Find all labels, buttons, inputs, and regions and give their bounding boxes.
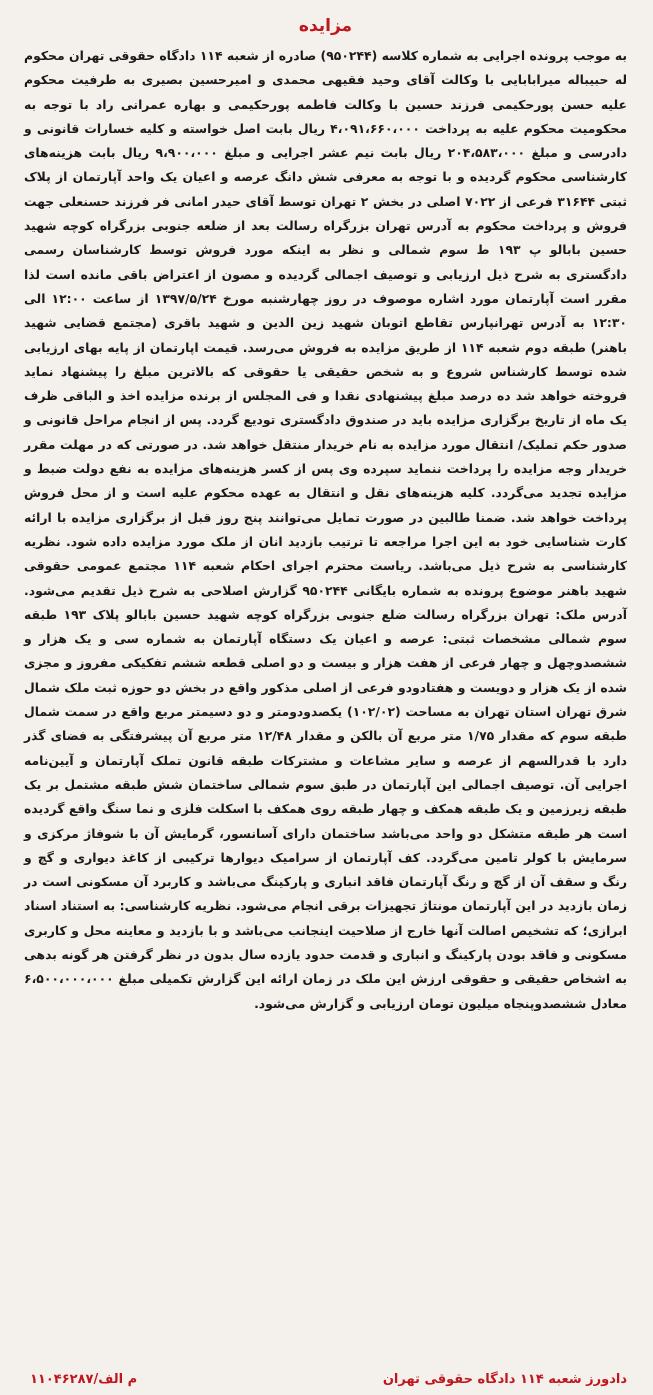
- notice-footer: [30, 1372, 627, 1387]
- issuer-signature: دادورز شعبه ۱۱۴ دادگاه حقوقی تهران: [382, 1372, 627, 1387]
- reference-number: م الف/۱۱۰۴۶۲۸۷: [30, 1372, 138, 1387]
- notice-body: به موجب پرونده اجرایی به شماره کلاسه (۹۵۰۲۴۴) صادره از شعبه ۱۱۴ دادگاه حقوقی تهران محکوم له حبیباله میرابابایی با وکالت آقای وحید فقیهی محمدی و امیرحسین بصیری به طرفیت محکوم علیه حسن پورحکیمی فرزند حسین با وکالت فاطمه پورحکیمی و بهاره عمرانی راد با توجه به محکومیت محکوم علیه به پرداخت ۴،۰۹۱،۶۶۰،۰۰۰ ریال بابت اصل خواسته و کلیه خسارات قانونی و دادرسی و مبلغ ۲۰۴،۵۸۳،۰۰۰ ریال بابت نیم عشر اجرایی و مبلغ ۹،۹۰۰،۰۰۰ ریال بابت هزینه‌های کارشناسی محکوم گردیده و با توجه به معرفی شش دانگ عرصه و اعیان یک واحد آپارتمان از پلاک ثبتی ۳۱۶۴۴ فرعی از ۷۰۲۲ اصلی در بخش ۲ تهران توسط آقای حیدر امانی فر فرزند حسنعلی جهت فروش و پرداخت محکوم به آدرس تهران بزرگراه رسالت بعد از ضلعه جنوبی بزرگراه کوچه شهید حسین بابالو پ ۱۹۳ ط سوم شمالی و نظر به اینکه مورد فروش توسط کارشناسان رسمی دادگستری به شرح ذیل ارزیابی و توصیف اجمالی گردیده و مصون از اعتراض باقی مانده است لذا مقرر است آپارتمان مورد اشاره موصوف در روز چهارشنبه مورخ ۱۳۹۷/۵/۲۴ از ساعت ۱۲:۰۰ الی ۱۲:۳۰ به آدرس تهرانپارس تقاطع اتوبان شهید زین الدین و شهید باقری (مجتمع قضایی شهید باهنر) طبقه دوم شعبه ۱۱۴ از طریق مزایده به فروش می‌رسد. قیمت اپارتمان از پایه بهای ارزیابی شده توسط کارشناس شروع و به شخص حقیقی یا حقوقی که بالاترین مبلغ را پیشنهاد نماید فروخته خواهد شد ده درصد مبلغ پیشنهادی نقدا و فی المجلس از برنده مزایده اخذ و الباقی ظرف یک ماه از تاریخ برگزاری مزایده باید در صندوق دادگستری تودیع گردد. پس از انجام مراحل قانونی و صدور حکم تملیک/ انتقال مورد مزایده به نام خریدار منتقل خواهد شد. در صورتی که در مهلت مقرر خریدار وجه مزایده را پرداخت ننماید سپرده وی پس از کسر هزینه‌های مزایده به نفع دولت ضبط و مزایده تجدید می‌گردد. کلیه هزینه‌های نقل و انتقال به عهده محکوم علیه است و از محل فروش پرداخت خواهد شد. ضمنا طالبین در صورت تمایل می‌توانند پنج روز قبل از برگزاری مزایده با ارائه کارت شناسایی خود به این اجرا مراجعه تا ترتیب بازدید انان از ملک مورد مزایده داده شود. نظریه کارشناسی به شرح ذیل می‌باشد. ریاست محترم اجرای احکام شعبه ۱۱۴ مجتمع عمومی حقوقی شهید باهنر موضوع پرونده به شماره بایگانی ۹۵۰۲۴۴ گزارش اصلاحی به شرح ذیل تقدیم می‌شود. آدرس ملک: تهران بزرگراه رسالت ضلع جنوبی بزرگراه کوچه شهید حسین بابالو پلاک ۱۹۳ طبقه سوم شمالی مشخصات ثبتی: عرصه و اعیان یک دستگاه آپارتمان به شماره سی و یک هزار و ششصدوچهل و چهار فرعی از هفت هزار و بیست و دو اصلی قطعه ششم تفکیکی مفروز و مجزی شده از یک هزار و دویست و هفتادودو فرعی از اصلی مذکور واقع در بخش دو حوزه ثبت ملک شمال شرق تهران استان تهران به مساحت (۱۰۲/۰۲) یکصدودومتر و دو دسیمتر مربع واقع در سمت شمال طبقه سوم که مقدار ۱/۷۵ متر مربع آن بالکن و مقدار ۱۲/۴۸ متر مربع آن پیشرفتگی به فضای گذر دارد با قدرالسهم از عرصه و سایر مشاعات و مشترکات طبقه قانون تملک آپارتمان و آیین‌نامه اجرایی آن. توصیف اجمالی این آپارتمان در طبق سوم شمالی ساختمان شش طبقه مشتمل بر یک طبقه زیرزمین و یک طبقه همکف و چهار طبقه روی همکف با اسکلت فلزی و نما سنگ واقع گردیده است هر طبقه متشکل دو واحد می‌باشد ساختمان دارای آسانسور، گرمایش آن با شوفاژ مرکزی و سرمایش با کولر تامین می‌گردد. کف آپارتمان از سرامیک دیوارها ترکیبی از کاغذ دیواری و گچ و رنگ و سقف آن از گچ و رنگ آپارتمان فاقد انباری و پارکینگ می‌باشد و کاربرد آن مسکونی است در زمان بازدید در این آپارتمان مونتاژ تجهیزات برقی انجام می‌شود. نظریه کارشناسی: به استناد اسناد ابرازی؛ که تشخیص اصالت آنها خارج از صلاحیت اینجانب می‌باشد و با بازدید و معاینه محل و کاربری مسکونی و فاقد بودن پارکینگ و انباری و قدمت حدود یازده سال بدون در نظر گرفتن هر گونه بدهی به اشخاص حقیقی و حقوقی ارزش این ملک در زمان ارائه این گزارش تکمیلی مبلغ ۶،۵۰۰،۰۰۰،۰۰۰ معادل ششصدوپنجاه میلیون تومان ارزیابی و گزارش می‌شود.: [24, 48, 628, 1011]
- notice-title: مزایده: [298, 16, 353, 36]
